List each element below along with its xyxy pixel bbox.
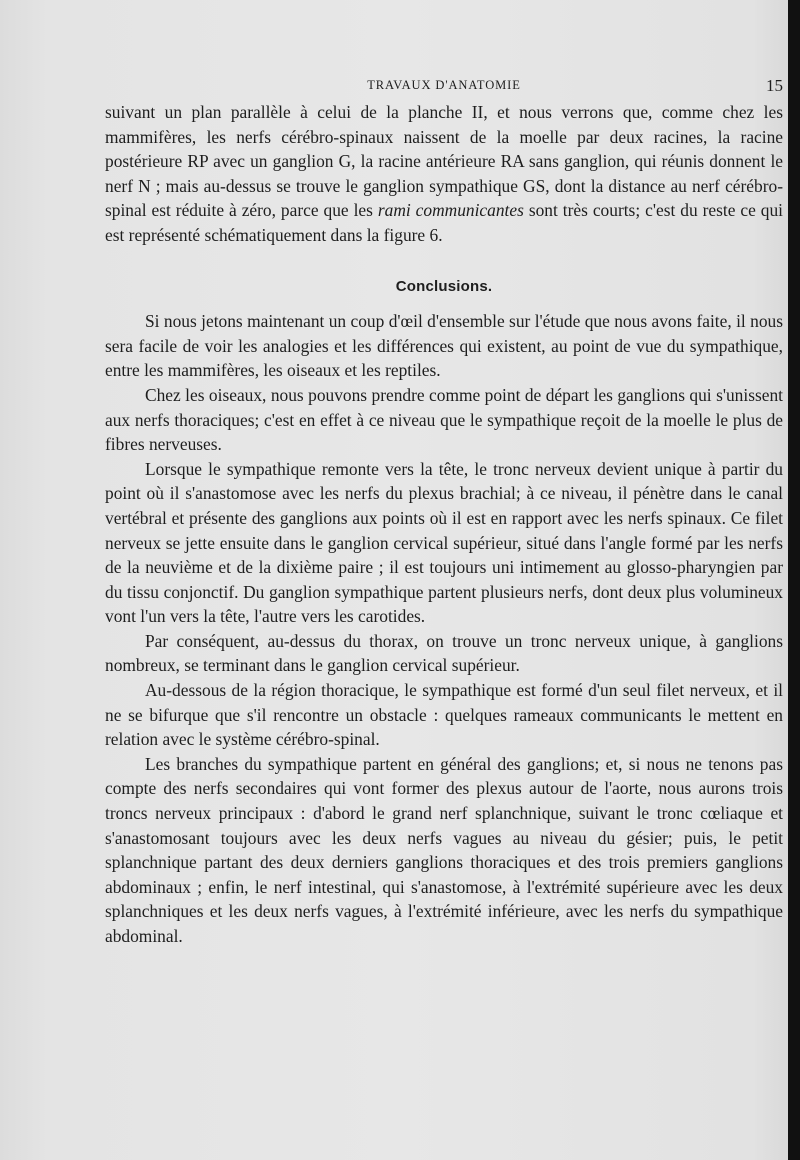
body-text xyxy=(105,100,783,949)
italic-term: rami communicantes xyxy=(377,200,524,221)
conclusion-paragraph-3: Lorsque le sympathique remonte vers la tête, le tronc nerveux devient unique à partir du point où il s'anastomose avec les nerfs du plexus brachial; à ce niveau, il pénètre dans le canal vertébral et présente des ganglions aux points où il est en rapport avec les nerfs spinaux. Ce filet nerveux se jette ensuite dans le ganglion cervical supérieur, situé dans l'angle formé par les nerfs de la neuvième et de la dixième paire ; il est toujours uni intimement au glosso-pharyngien par du tissu conjonctif. Du ganglion sympathique partent plusieurs nerfs, dont deux plus volumineux vont l'un vers la tête, l'autre vers les carotides. xyxy=(105,458,783,627)
conclusion-paragraph-4: Par conséquent, au-dessus du thorax, on trouve un tronc nerveux unique, à ganglions nombreux, se terminant dans le ganglion cervical supérieur. xyxy=(105,630,783,676)
conclusion-paragraph-6: Les branches du sympathique partent en général des ganglions; et, si nous ne tenons pas compte des nerfs secondaires qui vont former des plexus autour de l'aorte, nous aurons trois troncs nerveux principaux : d'abord le grand nerf splanchnique, suivant le tronc cœliaque et s'anastomosant toujours avec les deux nerfs vagues au niveau du gésier; puis, le petit splanchnique partant des deux derniers ganglions thoraciques et des trois premiers ganglions abdominaux ; enfin, le nerf intestinal, qui s'anastomose, à l'extrémité supérieure avec les deux splanchniques et les deux nerfs vagues, à l'extrémité inférieure, avec les nerfs du sympathique abdominal. xyxy=(105,753,783,946)
page-header xyxy=(105,76,783,96)
page-number: 15 xyxy=(766,76,783,95)
conclusion-paragraph-2: Chez les oiseaux, nous pouvons prendre comme point de départ les ganglions qui s'unissent aux nerfs thoraciques; c'est en effet à ce niveau que le sympathique reçoit de la moelle le plus de fibres nerveuses. xyxy=(105,384,783,455)
intro-text-start: suivant un plan parallèle à celui de la planche II, et nous verrons que, comme chez les mammifères, les nerfs cérébro-spinaux naissent de la moelle par deux racines, la racine postérieure RP avec un ganglion G, la racine antérieure RA sans ganglion, qui réunis donnent le nerf N ; mais au-dessus se trouve le ganglion sympathique GS, dont la distance au nerf cérébro-spinal est réduite à zéro, parce que les xyxy=(105,102,783,221)
running-title: TRAVAUX D'ANATOMIE xyxy=(367,78,521,92)
scan-binding-edge xyxy=(788,0,800,1160)
intro-text-end: sont très courts; c'est du reste ce qui est représenté schématiquement dans la figure 6. xyxy=(105,200,783,245)
section-title: Conclusions. xyxy=(395,277,493,295)
conclusion-paragraph-1: Si nous jetons maintenant un coup d'œil d'ensemble sur l'étude que nous avons faite, il nous sera facile de voir les analogies et les différences qui existent, au point de vue du sympathique, entre les mammifères, les oiseaux et les reptiles. xyxy=(105,311,783,381)
intro-paragraph xyxy=(105,100,783,248)
conclusion-paragraph-5: Au-dessous de la région thoracique, le sympathique est formé d'un seul filet nerveux, et il ne se bifurque que s'il rencontre un obstacle : quelques rameaux communicants le mettent en relation avec le système cérébro-spinal. xyxy=(105,680,783,750)
